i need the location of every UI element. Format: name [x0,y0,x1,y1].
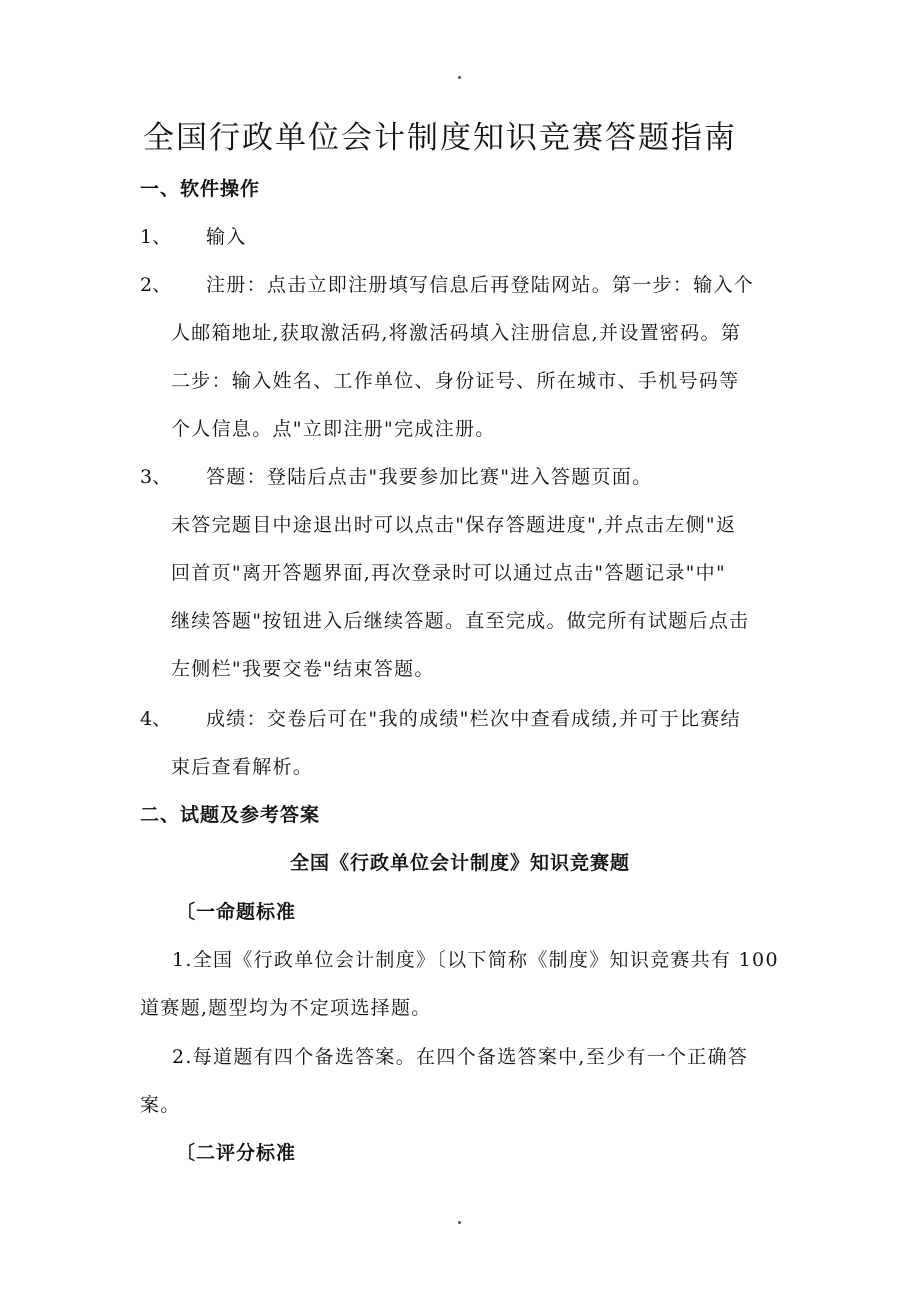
item-4-line-2: 束后查看解析。 [171,756,314,778]
item-4-line-1: 成绩：交卷后可在"我的成绩"栏次中查看成绩,并可于比赛结 [206,708,741,730]
page-marker-bottom [458,1221,461,1224]
item-3-line-5: 左侧栏"我要交卷"结束答题。 [171,658,435,680]
item-2-line-1: 注册：点击立即注册填写信息后再登陆网站。第一步：输入个 [206,274,755,296]
document-title: 全国行政单位会计制度知识竞赛答题指南 [143,120,737,156]
item-2-line-4: 个人信息。点"立即注册"完成注册。 [171,418,496,440]
section-heading-questions: 二、试题及参考答案 [140,804,321,826]
para2-line-1: 2.每道题有四个备选答案。在四个备选答案中,至少有一个正确答 [172,1046,749,1068]
para1-line-1: 1.全国《行政单位会计制度》〔以下简称《制度》知识竞赛共有 100 [172,949,779,971]
item-number-2: 2、 [140,274,172,296]
item-3-line-2: 未答完题目中途退出时可以点击"保存答题进度",并点击左侧"返 [171,514,737,536]
item-3-line-1: 答题：登陆后点击"我要参加比赛"进入答题页面。 [206,466,653,488]
competition-title: 全国《行政单位会计制度》知识竞赛题 [289,852,630,874]
subheading-standard: 〔一命题标准 [176,901,297,923]
item-number-4: 4、 [140,708,172,730]
item-3-line-3: 回首页"离开答题界面,再次登录时可以通过点击"答题记录"中" [171,562,726,584]
item-1-line-1: 输入 [206,226,247,248]
subheading-scoring: 〔二评分标准 [176,1142,297,1164]
item-number-1: 1、 [140,226,172,248]
item-3-line-4: 继续答题"按钮进入后继续答题。直至完成。做完所有试题后点击 [171,610,750,632]
item-2-line-2: 人邮箱地址,获取激活码,将激活码填入注册信息,并设置密码。第 [171,322,742,344]
section-heading-software: 一、软件操作 [140,178,261,200]
para2-line-2: 案。 [140,1094,181,1116]
item-2-line-3: 二步：输入姓名、工作单位、身份证号、所在城市、手机号码等 [171,370,740,392]
para1-line-2: 道赛题,题型均为不定项选择题。 [140,997,432,1019]
item-number-3: 3、 [140,466,172,488]
page-marker-top [458,76,461,79]
